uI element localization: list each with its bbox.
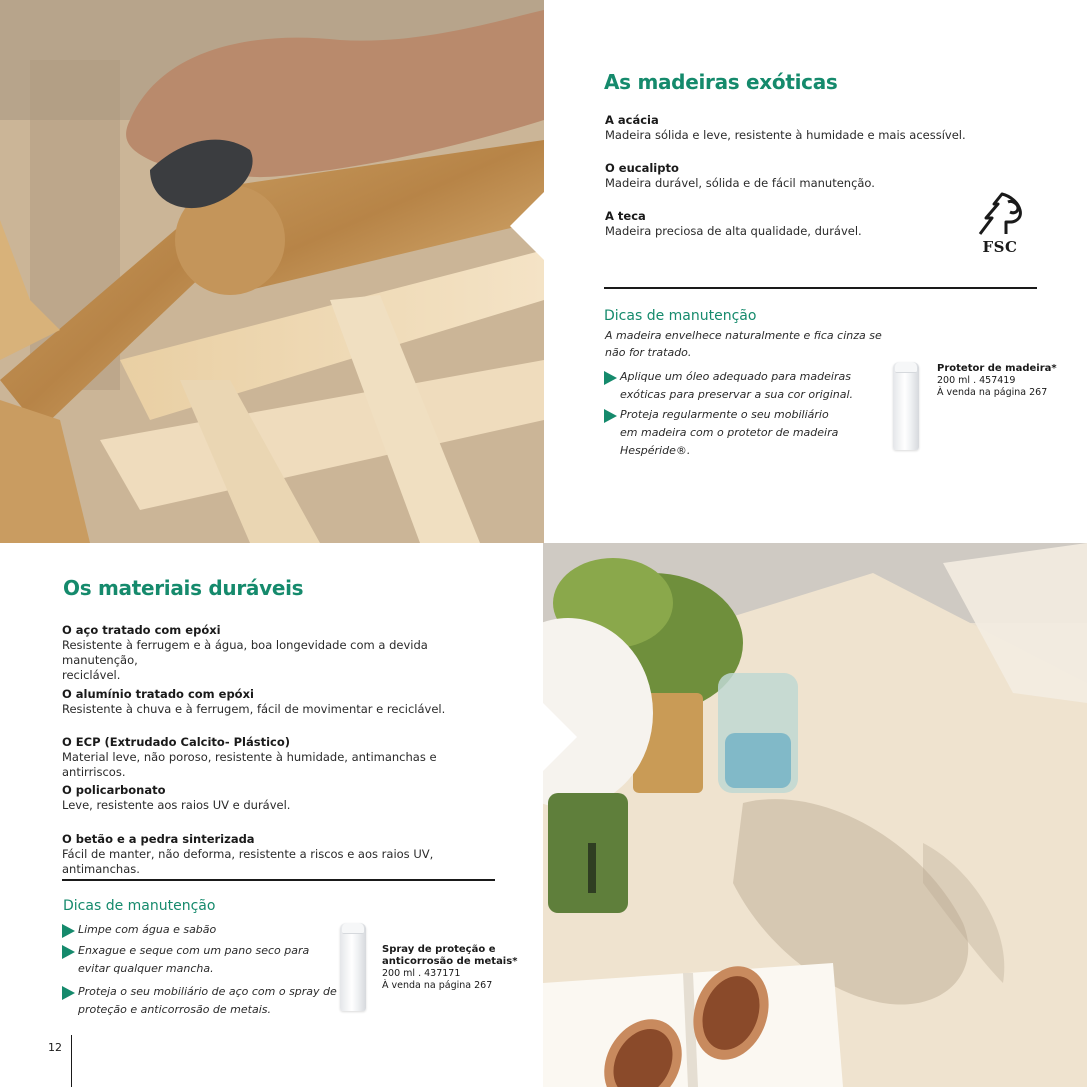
product-size-ref: 200 ml . 437171 xyxy=(382,968,461,979)
wood-tip-oil xyxy=(604,368,890,404)
product-name: Spray de proteção e xyxy=(382,944,496,955)
product-name: anticorrosão de metais* xyxy=(382,956,518,967)
wood-maintenance-title: Dicas de manutenção xyxy=(604,308,757,324)
wood-name: A teca xyxy=(605,209,646,223)
wood-protector-bottle-image xyxy=(893,362,919,450)
section-divider xyxy=(604,287,1037,289)
product-page-ref: À venda na página 267 xyxy=(382,980,493,991)
wood-description: Madeira preciosa de alta qualidade, durável. xyxy=(605,224,862,238)
arrow-right-icon xyxy=(62,945,75,959)
material-name: O betão e a pedra sinterizada xyxy=(62,832,255,846)
wood-protector-product xyxy=(937,363,1067,399)
durable-materials-title: Os materiais duráveis xyxy=(63,576,304,600)
wood-name: O eucalipto xyxy=(605,161,679,175)
exotic-woods-title: As madeiras exóticas xyxy=(604,70,838,94)
materials-tip-clean xyxy=(62,921,348,939)
panel-notch xyxy=(543,703,577,771)
materials-tip-spray xyxy=(62,983,353,1019)
material-item-concrete xyxy=(62,832,502,877)
fsc-tree-icon xyxy=(972,192,1028,236)
arrow-right-icon xyxy=(604,409,617,423)
material-description: Material leve, não poroso, resistente à humidade, antimanchas e antirriscos. xyxy=(62,750,437,779)
arrow-right-icon xyxy=(62,986,75,1000)
wood-name: A acácia xyxy=(605,113,659,127)
product-size-ref: 200 ml . 457419 xyxy=(937,375,1016,386)
material-description: Resistente à ferrugem e à água, boa longevidade com a devida manutenção, xyxy=(62,638,428,667)
wood-item-acacia xyxy=(605,113,985,143)
product-name: Protetor de madeira* xyxy=(937,363,1057,374)
material-item-steel xyxy=(62,623,502,683)
page-number-rule xyxy=(71,1035,72,1087)
bottle-cap xyxy=(342,923,364,934)
intro-line: A madeira envelhece naturalmente e fica cinza se xyxy=(605,329,882,342)
metal-spray-bottle-image xyxy=(340,923,366,1011)
tip-line: Limpe com água e sabão xyxy=(78,923,217,936)
materials-tip-rinse xyxy=(62,942,348,978)
wood-description: Madeira sólida e leve, resistente à humidade e mais acessível. xyxy=(605,128,966,142)
page-number: 12 xyxy=(48,1041,62,1054)
panel-notch xyxy=(510,192,544,260)
tip-line: em madeira com o protetor de madeira xyxy=(620,426,839,439)
tip-line: Proteja regularmente o seu mobiliário xyxy=(620,408,829,421)
fsc-text: FSC xyxy=(982,238,1018,256)
tip-line: Aplique um óleo adequado para madeiras xyxy=(620,370,851,383)
tip-line: Proteja o seu mobiliário de aço com o spray de xyxy=(78,985,337,998)
material-description: reciclável. xyxy=(62,668,121,682)
wood-chair-illustration xyxy=(0,0,544,543)
wood-maintenance-intro xyxy=(605,327,885,361)
material-name: O ECP (Extrudado Calcito- Plástico) xyxy=(62,735,290,749)
bottle-cap xyxy=(895,362,917,373)
wood-tip-protect xyxy=(604,406,890,460)
material-name: O alumínio tratado com epóxi xyxy=(62,687,254,701)
tip-line: evitar qualquer mancha. xyxy=(78,962,214,975)
material-description: Leve, resistente aos raios UV e durável. xyxy=(62,798,291,812)
garden-table-illustration xyxy=(543,543,1087,1087)
metal-spray-product xyxy=(382,944,522,992)
material-item-ecp xyxy=(62,735,502,780)
wood-item-eucalyptus xyxy=(605,161,985,191)
materials-maintenance-title: Dicas de manutenção xyxy=(63,898,216,914)
material-description: Fácil de manter, não deforma, resistente a riscos e aos raios UV, antimanchas. xyxy=(62,847,434,876)
material-name: O aço tratado com epóxi xyxy=(62,623,221,637)
tip-line: proteção e anticorrosão de metais. xyxy=(78,1003,271,1016)
material-name: O policarbonato xyxy=(62,783,166,797)
tip-line: exóticas para preservar a sua cor original. xyxy=(620,388,854,401)
fsc-logo xyxy=(972,192,1028,258)
material-description: Resistente à chuva e à ferrugem, fácil de movimentar e reciclável. xyxy=(62,702,446,716)
tip-line: Enxague e seque com um pano seco para xyxy=(78,944,310,957)
garden-table-photo xyxy=(543,543,1087,1087)
arrow-right-icon xyxy=(604,371,617,385)
wood-description: Madeira durável, sólida e de fácil manutenção. xyxy=(605,176,875,190)
material-item-polycarbonate xyxy=(62,783,502,813)
product-page-ref: À venda na página 267 xyxy=(937,387,1048,398)
section-divider xyxy=(62,879,495,881)
wood-item-teak xyxy=(605,209,965,239)
material-item-aluminium xyxy=(62,687,502,717)
wood-chair-photo xyxy=(0,0,544,543)
intro-line: não for tratado. xyxy=(605,346,692,359)
arrow-right-icon xyxy=(62,924,75,938)
tip-line: Hespéride®. xyxy=(620,444,691,457)
